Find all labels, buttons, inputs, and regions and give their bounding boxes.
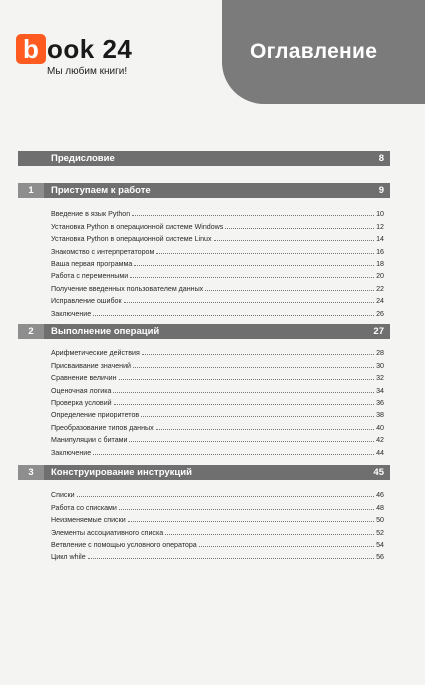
toc-entry[interactable]: Работа со списками 48 [51, 503, 384, 512]
toc-entry[interactable]: Проверка условий 36 [51, 398, 384, 407]
toc-entry[interactable]: Оценочная логика 34 [51, 386, 384, 395]
chapter-page: 27 [373, 326, 384, 337]
toc-entry[interactable]: Преобразование типов данных 40 [51, 423, 384, 432]
toc-entry[interactable]: Ветвление с помощью условного оператора 54 [51, 540, 384, 549]
preface-page: 8 [378, 153, 384, 164]
logo-slogan: Мы любим книги! [47, 66, 128, 77]
header-band [222, 0, 425, 104]
book24-logo[interactable] [16, 34, 166, 84]
logo-text: ook 24 [47, 34, 133, 64]
toc-entry[interactable]: Определение приоритетов 38 [51, 411, 384, 420]
preface-label: Предисловие [51, 153, 115, 164]
toc-entry[interactable]: Манипуляции с битами 42 [51, 436, 384, 445]
chapter-title: Выполнение операций [51, 326, 160, 337]
logo-mark: b [16, 34, 46, 64]
chapter-1-entries [51, 206, 384, 318]
toc-entry[interactable]: Цикл while 56 [51, 553, 384, 562]
chapter-2-entries [51, 345, 384, 457]
chapter-band[interactable] [18, 465, 390, 480]
toc-entry[interactable]: Сравнение величин 32 [51, 374, 384, 383]
toc-entry[interactable]: Заключение 44 [51, 448, 384, 457]
chapter-number: 1 [18, 183, 44, 198]
toc-entry[interactable]: Списки 46 [51, 491, 384, 500]
preface-band[interactable] [18, 151, 390, 166]
toc-entry[interactable]: Элементы ассоциативного списка 52 [51, 528, 384, 537]
page-title: Оглавление [250, 40, 378, 63]
toc-entry[interactable]: Знакомство с интерпретатором 16 [51, 247, 384, 256]
chapter-number: 3 [18, 465, 44, 480]
toc-entry[interactable]: Присваивание значений 30 [51, 361, 384, 370]
chapter-page: 45 [373, 467, 384, 478]
toc-entry[interactable]: Неизменяемые списки 50 [51, 516, 384, 525]
chapter-band[interactable] [18, 324, 390, 339]
toc-entry[interactable]: Работа с переменными 20 [51, 272, 384, 281]
chapter-band[interactable] [18, 183, 390, 198]
chapter-page: 9 [378, 185, 384, 196]
toc-entry[interactable]: Заключение 26 [51, 309, 384, 318]
toc-entry[interactable]: Установка Python в операционной системе Windows 12 [51, 222, 384, 231]
chapter-title: Конструирование инструкций [51, 467, 192, 478]
toc-entry[interactable]: Установка Python в операционной системе Linux 14 [51, 235, 384, 244]
toc-entry[interactable]: Исправление ошибок 24 [51, 297, 384, 306]
chapter-number: 2 [18, 324, 44, 339]
toc-entry[interactable]: Арифметические действия 28 [51, 349, 384, 358]
chapter-3-entries [51, 487, 384, 561]
chapter-title: Приступаем к работе [51, 185, 151, 196]
toc-entry[interactable]: Ваша первая программа 18 [51, 259, 384, 268]
toc-entry[interactable]: Получение введенных пользователем данных 22 [51, 284, 384, 293]
toc-entry[interactable]: Введение в язык Python 10 [51, 210, 384, 219]
